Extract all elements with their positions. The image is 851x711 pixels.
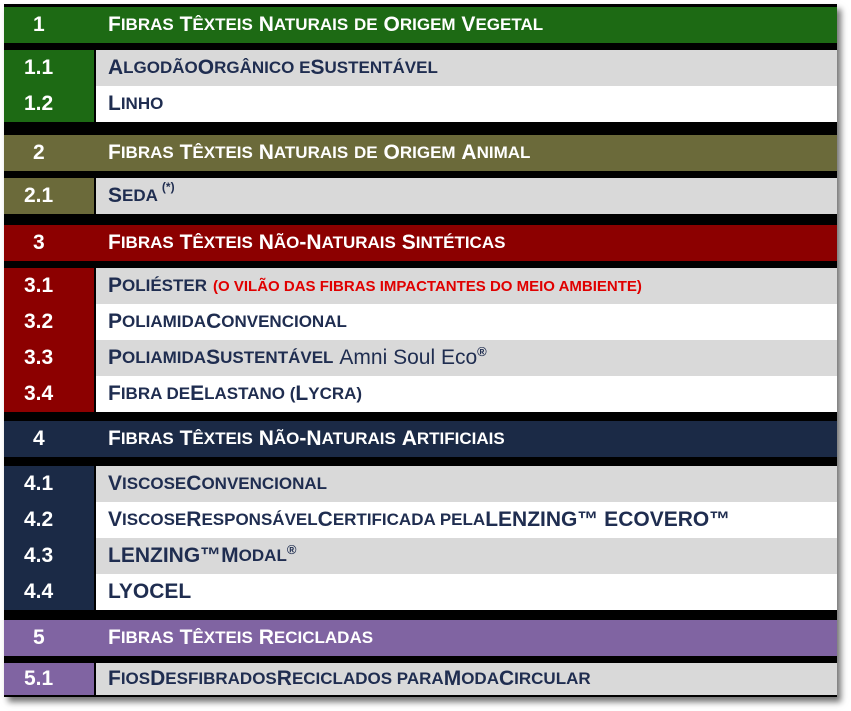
item-label: F IBRA DE E LASTANO ( L YCRA) bbox=[96, 376, 837, 412]
warning-note: (O VILÃO DAS FIBRAS IMPACTANTES DO MEIO AMBIENTE) bbox=[213, 277, 642, 295]
item-number: 1.2 bbox=[4, 86, 94, 122]
item-label: P OLIÉSTER (O VILÃO DAS FIBRAS IMPACTANTES DO MEIO AMBIENTE) bbox=[96, 268, 837, 304]
section-header-2 bbox=[4, 135, 837, 171]
table-row bbox=[4, 376, 837, 412]
item-number: 4.2 bbox=[4, 502, 94, 538]
table-row bbox=[4, 574, 837, 610]
item-number: 4.4 bbox=[4, 574, 94, 610]
table-row bbox=[4, 340, 837, 376]
section-number: 2 bbox=[33, 141, 45, 164]
section-title: F IBRAS T ÊXTEIS N ÃO - N ATURAIS A RTIFICIAIS bbox=[108, 427, 505, 450]
section-title: F IBRAS T ÊXTEIS N ATURAIS DE O RIGEM V EGETAL bbox=[108, 13, 544, 36]
item-number: 3.3 bbox=[4, 340, 94, 376]
item-label: V ISCOSE R ESPONSÁVEL C ERTIFICADA PELA LENZING™ ECOVERO™ bbox=[96, 502, 837, 538]
table-row bbox=[4, 663, 837, 695]
section-header-5 bbox=[4, 620, 837, 656]
item-label: P OLIAMIDA S USTENTÁVEL Amni Soul Eco ® bbox=[96, 340, 837, 376]
table-row bbox=[4, 538, 837, 574]
section-title: F IBRAS T ÊXTEIS R ECICLADAS bbox=[108, 626, 374, 649]
item-label: LENZING™ M ODAL ® bbox=[96, 538, 837, 574]
item-number: 3.4 bbox=[4, 376, 94, 412]
item-number: 2.1 bbox=[4, 178, 94, 214]
section-header-4 bbox=[4, 421, 837, 457]
item-number: 4.3 bbox=[4, 538, 94, 574]
section-number: 5 bbox=[33, 626, 45, 649]
item-label: LYOCEL bbox=[96, 574, 837, 610]
table-row bbox=[4, 268, 837, 304]
item-label: A LGODÃO O RGÂNICO E S USTENTÁVEL bbox=[96, 50, 837, 86]
registered-mark: ® bbox=[286, 541, 297, 557]
item-number: 3.1 bbox=[4, 268, 94, 304]
footnote-marker: (*) bbox=[161, 180, 175, 194]
section-header-1 bbox=[4, 7, 837, 43]
section-header-3 bbox=[4, 225, 837, 261]
item-number: 5.1 bbox=[4, 663, 94, 695]
item-label: L INHO bbox=[96, 86, 837, 122]
item-label: V ISCOSE C ONVENCIONAL bbox=[96, 466, 837, 502]
item-label: P OLIAMIDA C ONVENCIONAL bbox=[96, 304, 837, 340]
fiber-table bbox=[4, 4, 837, 697]
table-row bbox=[4, 50, 837, 86]
table-row bbox=[4, 86, 837, 122]
registered-mark: ® bbox=[477, 343, 487, 359]
item-number: 1.1 bbox=[4, 50, 94, 86]
section-number: 1 bbox=[33, 13, 45, 36]
item-label: F IOS D ESFIBRADOS R ECICLADOS PARA M ODA C IRCULAR bbox=[96, 663, 837, 695]
item-number: 3.2 bbox=[4, 304, 94, 340]
brand-name: Amni Soul Eco bbox=[339, 346, 478, 369]
section-number: 3 bbox=[33, 231, 45, 254]
table-row bbox=[4, 466, 837, 502]
table-row bbox=[4, 502, 837, 538]
item-number: 4.1 bbox=[4, 466, 94, 502]
section-title: F IBRAS T ÊXTEIS N ÃO - N ATURAIS S INTÉTICAS bbox=[108, 231, 506, 254]
section-title: F IBRAS T ÊXTEIS N ATURAIS DE O RIGEM A NIMAL bbox=[108, 141, 531, 164]
section-number: 4 bbox=[33, 427, 45, 450]
table-row bbox=[4, 304, 837, 340]
table-row bbox=[4, 178, 837, 214]
item-label: S EDA (*) bbox=[96, 178, 837, 214]
